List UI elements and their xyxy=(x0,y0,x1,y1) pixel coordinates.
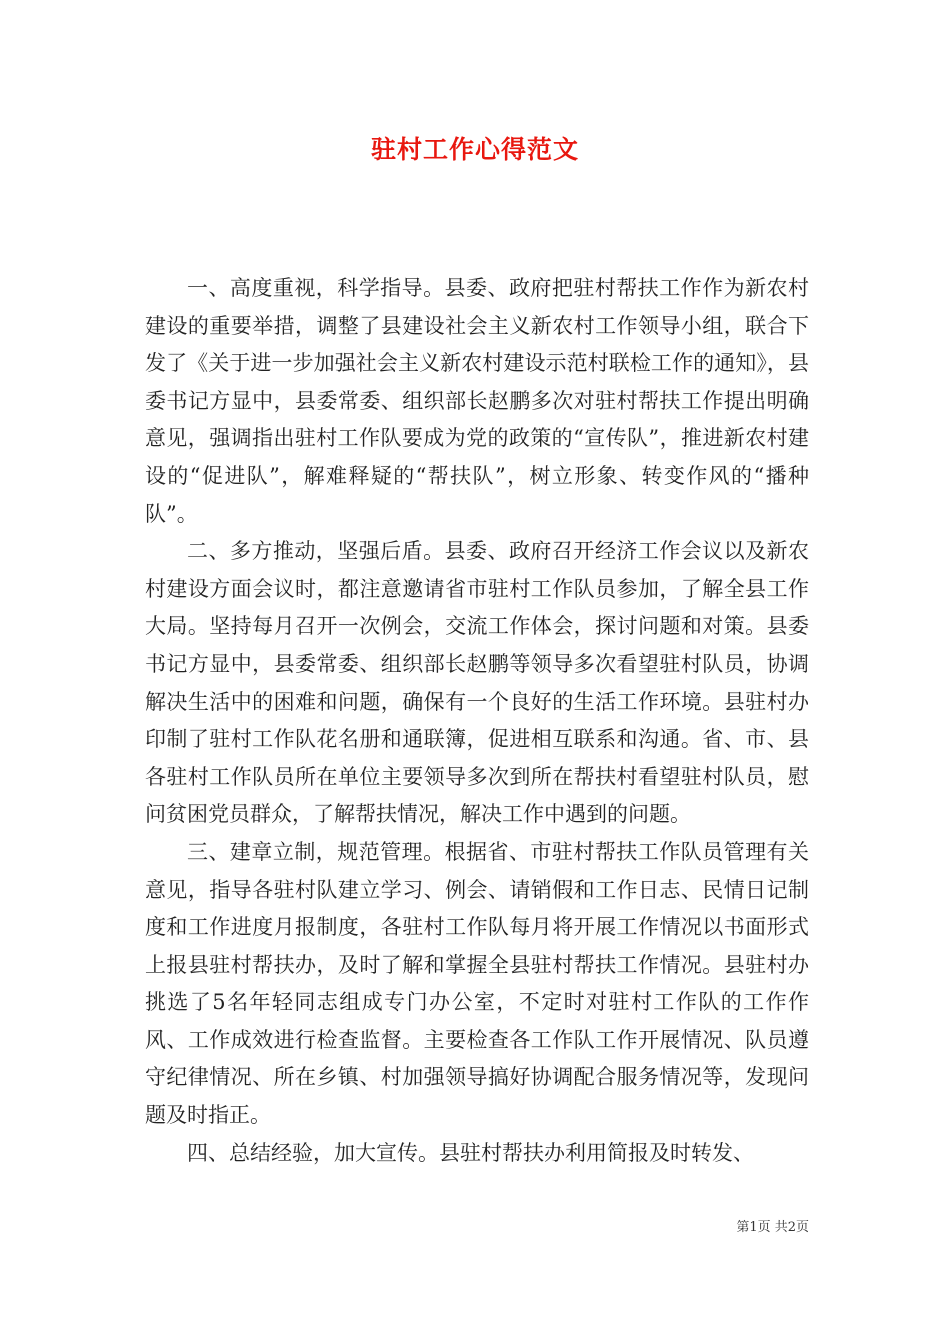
paragraph-3: 三、建章立制，规范管理。根据省、市驻村帮扶工作队员管理有关意见，指导各驻村队建立学习、例会、请销假和工作日志、民情日记制度和工作进度月报制度，各驻村工作队每月将开展工作情况以书面形式上报县驻村帮扶办，及时了解和掌握全县驻村帮扶工作情况。县驻村办挑选了5名年轻同志组成专门办公室，不定时对驻村工作队的工作作风、工作成效进行检查监督。主要检查各工作队工作开展情况、队员遵守纪律情况、所在乡镇、村加强领导搞好协调配合服务情况等，发现问题及时指正。 xyxy=(145,839,809,1128)
paragraph-2: 二、多方推动，坚强后盾。县委、政府召开经济工作会议以及新农村建设方面会议时，都注意邀请省市驻村工作队员参加，了解全县工作大局。坚持每月召开一次例会，交流工作体会，探讨问题和对策。县委书记方显中，县委常委、组织部长赵鹏等领导多次看望驻村队员，协调解决生活中的困难和问题，确保有一个良好的生活工作环境。县驻村办印制了驻村工作队花名册和通联簿，促进相互联系和沟通。省、市、县各驻村工作队员所在单位主要领导多次到所在帮扶村看望驻村队员，慰问贫困党员群众，了解帮扶情况，解决工作中遇到的问题。 xyxy=(145,539,809,827)
paragraph-4: 四、总结经验，加大宣传。县驻村帮扶办利用简报及时转发、 xyxy=(187,1140,754,1165)
page-number-footer: 第1页 共2页 xyxy=(736,1220,809,1235)
document-title: 驻村工作心得范文 xyxy=(370,135,579,164)
paragraph-1: 一、高度重视，科学指导。县委、政府把驻村帮扶工作作为新农村建设的重要举措，调整了县建设社会主义新农村工作领导小组，联合下发了《关于进一步加强社会主义新农村建设示范村联检工作的通知》，县委书记方显中，县委常委、组织部长赵鹏多次对驻村帮扶工作提出明确意见，强调指出驻村工作队要成为党的政策的“宣传队”，推进新农村建设的“促进队”，解难释疑的“帮扶队”，树立形象、转变作风的“播种队”。 xyxy=(145,276,809,526)
document-body xyxy=(145,270,809,1172)
